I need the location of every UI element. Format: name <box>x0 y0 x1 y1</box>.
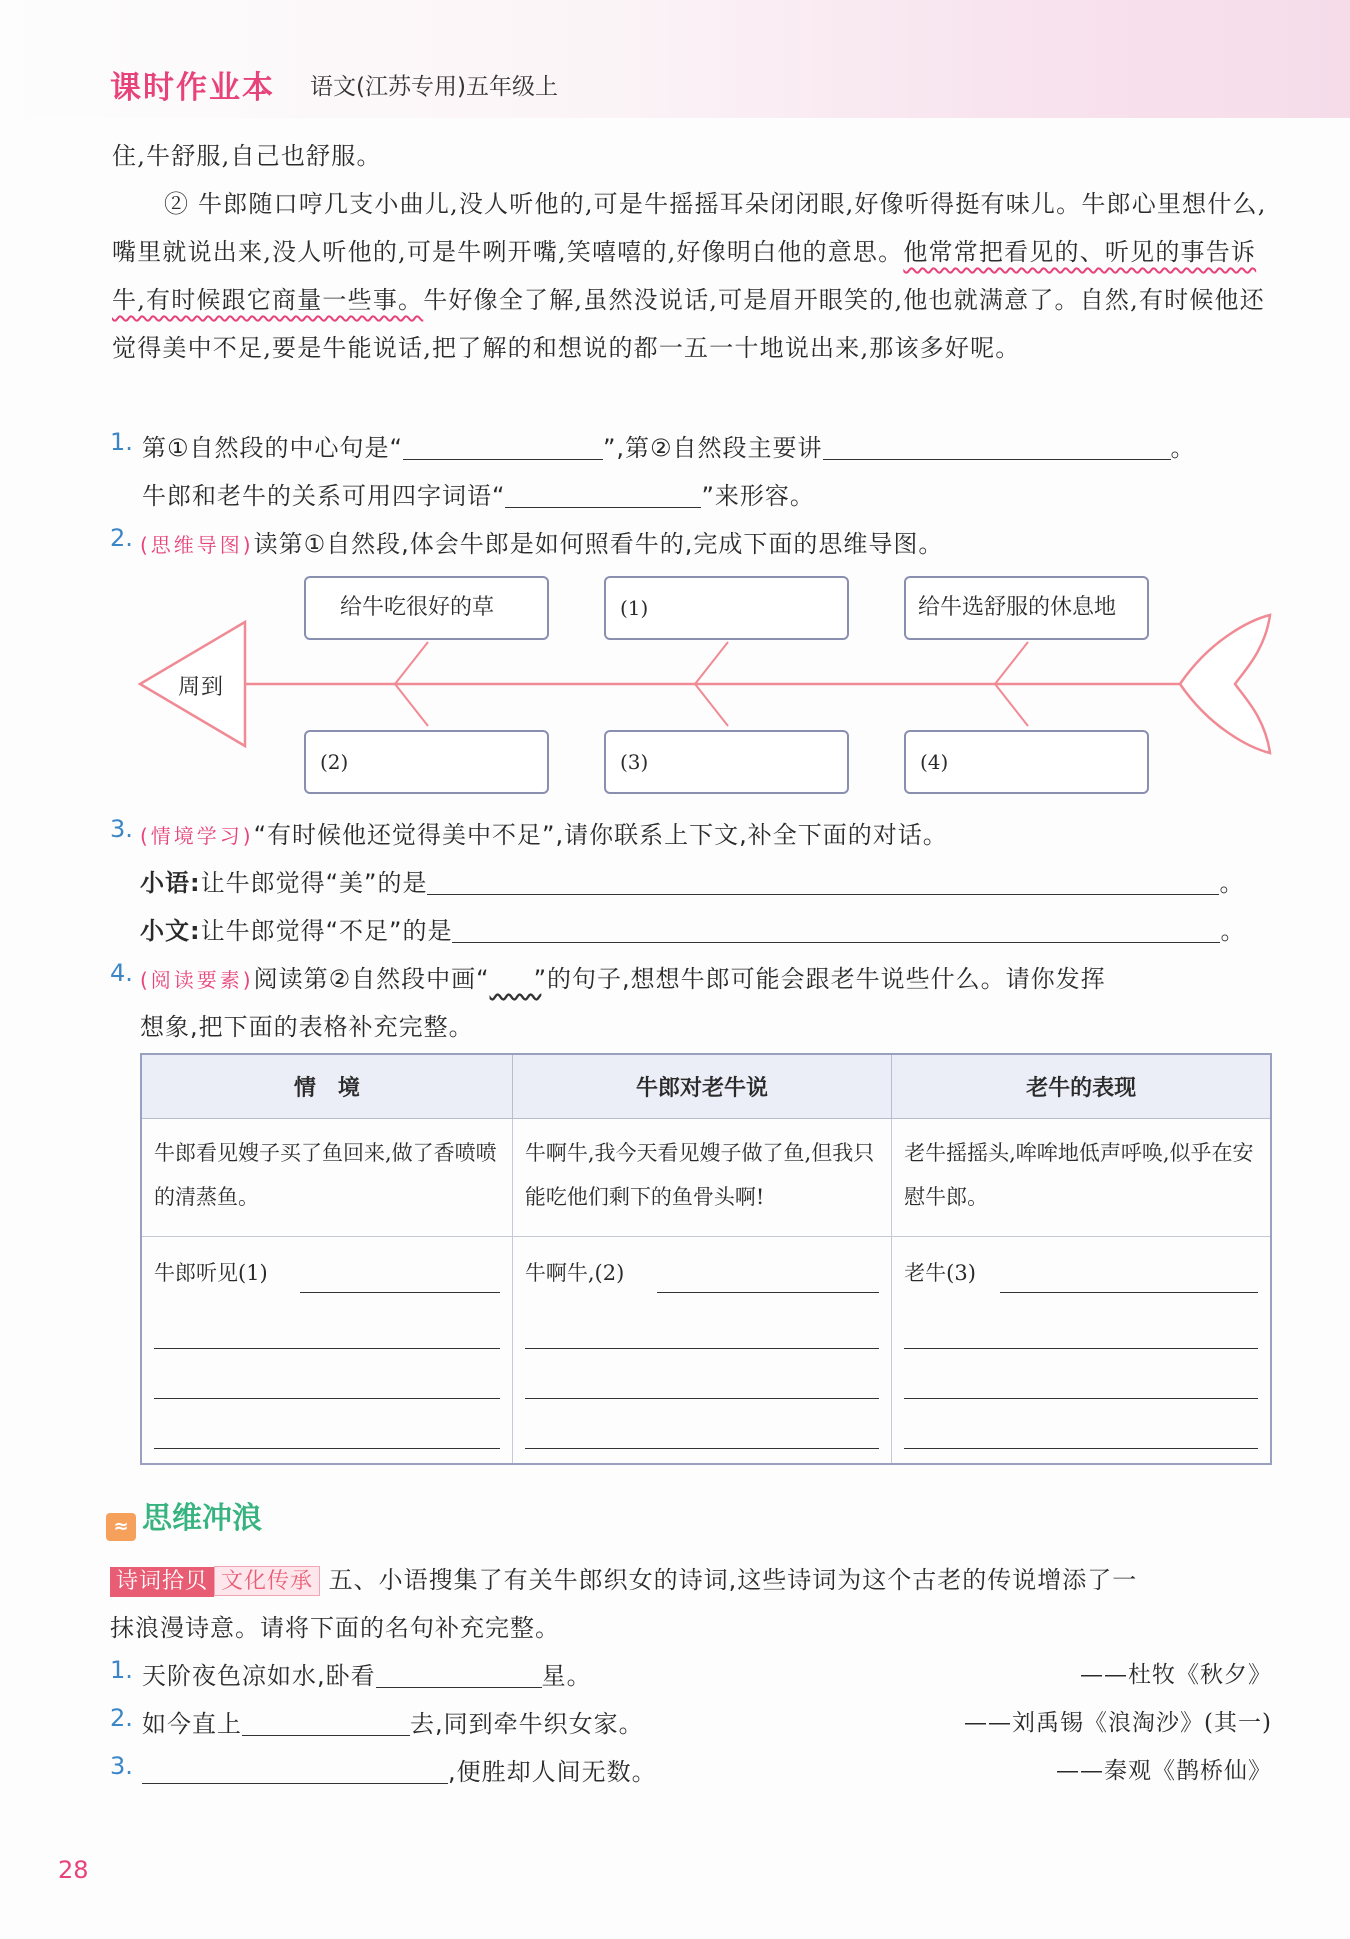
answer-blank[interactable] <box>452 917 1220 943</box>
poem-source: ——刘禹锡《浪淘沙》(其一) <box>964 1710 1272 1736</box>
paragraph-text: ② 牛郎随口哼几支小曲儿,没人听他的,可是牛摇摇耳朵闭闭眼,好像听得挺有味儿。牛郎心里想什么,嘴里就说出来,没人听他的,可是牛咧开嘴,笑嘻嘻的,好像明白他的意思。 <box>112 190 1267 266</box>
speaker-name: 小文: <box>140 917 201 945</box>
q-text: 读第①自然段,体会牛郎是如何照看牛的,完成下面的思维导图。 <box>253 530 944 558</box>
mindmap-node-blank-1[interactable]: (1) <box>604 576 849 640</box>
surf-icon: ≈ <box>106 1513 136 1541</box>
q-text: ”来形容。 <box>701 482 815 510</box>
mindmap-node-blank-2[interactable]: (2) <box>304 730 549 794</box>
question-tag: (阅读要素) <box>140 968 254 992</box>
q-text: 。 <box>1219 869 1245 897</box>
question-number: 1. <box>110 428 133 456</box>
badge-culture: 文化传承 <box>214 1566 320 1596</box>
table-cell <box>892 1236 1271 1464</box>
fill-row <box>154 1241 500 1299</box>
cell-label: 老牛(3) <box>904 1260 976 1285</box>
answer-line[interactable] <box>154 1399 500 1449</box>
poem-item <box>142 1752 657 1787</box>
table-cell <box>141 1236 512 1464</box>
q-text: 五、小语搜集了有关牛郎织女的诗词,这些诗词为这个古老的传说增添了一 <box>328 1566 1138 1594</box>
fish-head-label: 周到 <box>178 675 225 700</box>
fill-row <box>904 1241 1258 1299</box>
brand-title: 课时作业本 <box>110 70 275 106</box>
answer-line[interactable] <box>525 1299 879 1349</box>
question-number: 1. <box>110 1656 133 1684</box>
q-text: ”的句子,想想牛郎可能会跟老牛说些什么。请你发挥 <box>533 965 1106 993</box>
answer-line[interactable] <box>300 1292 500 1293</box>
section-title-text: 思维冲浪 <box>142 1501 262 1536</box>
answer-blank[interactable] <box>376 1662 542 1688</box>
answer-table <box>140 1053 1272 1465</box>
answer-line[interactable] <box>904 1399 1258 1449</box>
question-number: 2. <box>110 1704 133 1732</box>
section-intro <box>110 1560 1137 1597</box>
table-header: 牛郎对老牛说 <box>512 1054 891 1118</box>
answer-blank[interactable] <box>142 1758 448 1784</box>
question-tag: (思维导图) <box>140 533 254 557</box>
table-cell: 牛啊牛,我今天看见嫂子做了鱼,但我只能吃他们剩下的鱼骨头啊! <box>512 1118 891 1236</box>
dialogue-xiaowen <box>140 911 1245 946</box>
q-text: 让牛郎觉得“不足”的是 <box>200 917 453 945</box>
question-number: 3. <box>110 815 133 843</box>
q-text: 牛郎和老牛的关系可用四字词语“ <box>142 482 506 510</box>
table-cell <box>512 1236 891 1464</box>
mindmap-node: 给牛吃很好的草 <box>304 576 549 640</box>
answer-line[interactable] <box>154 1299 500 1349</box>
wavy-line-sample <box>490 965 534 993</box>
question-3-text <box>140 815 948 850</box>
q-text: 第①自然段的中心句是“ <box>142 434 403 462</box>
mindmap-node-blank-3[interactable]: (3) <box>604 730 849 794</box>
mindmap-node-blank-4[interactable]: (4) <box>904 730 1149 794</box>
wavy-underlined-sentence: 他常常把看见的、听见的事告诉牛,有时候跟它商量一些事。 <box>112 238 1257 314</box>
q-text: ,便胜却人间无数。 <box>448 1758 657 1786</box>
answer-line[interactable] <box>525 1399 879 1449</box>
section-title <box>106 1493 262 1541</box>
answer-line[interactable] <box>154 1349 500 1399</box>
q-text: ”,第②自然段主要讲 <box>602 434 823 462</box>
cell-label: 牛郎听见(1) <box>154 1260 268 1285</box>
q-text: 让牛郎觉得“美”的是 <box>200 869 428 897</box>
paragraph-text: 牛好像全了解,虽然没说话,可是眉开眼笑的,他也就满意了。自然,有时候他还觉得美中不足,要是牛能说话,把了解的和想说的都一五一十地说出来,那该多好呢。 <box>112 286 1265 362</box>
question-number: 4. <box>110 959 133 987</box>
table-row <box>141 1118 1271 1236</box>
page-number: 28 <box>58 1856 89 1884</box>
passage-line: 住,牛舒服,自己也舒服。 <box>112 142 382 170</box>
poem-item <box>142 1704 644 1739</box>
subject-title: 语文(江苏专用)五年级上 <box>310 74 558 100</box>
table-cell: 牛郎看见嫂子买了鱼回来,做了香喷喷的清蒸鱼。 <box>141 1118 512 1236</box>
q-text: 阅读第②自然段中画“ <box>253 965 490 993</box>
poem-item <box>142 1656 592 1691</box>
question-4-text-line-2: 想象,把下面的表格补充完整。 <box>140 1013 474 1041</box>
section-intro-line-2: 抹浪漫诗意。请将下面的名句补充完整。 <box>110 1614 560 1642</box>
cell-label: 牛啊牛,(2) <box>524 1260 625 1285</box>
answer-line[interactable] <box>904 1349 1258 1399</box>
table-cell: 老牛摇摇头,哞哞地低声呼唤,似乎在安慰牛郎。 <box>892 1118 1271 1236</box>
q-text: 。 <box>1170 434 1196 462</box>
question-number: 3. <box>110 1752 133 1780</box>
table-header: 老牛的表现 <box>892 1054 1271 1118</box>
fill-row <box>525 1241 879 1299</box>
q-text: 天阶夜色凉如水,卧看 <box>142 1662 376 1690</box>
q-text: 去,同到牵牛织女家。 <box>410 1710 644 1738</box>
table-header: 情 境 <box>141 1054 512 1118</box>
q-text: 如今直上 <box>142 1710 242 1738</box>
poem-source: ——杜牧《秋夕》 <box>1080 1662 1272 1688</box>
q-text: “有时候他还觉得美中不足”,请你联系上下文,补全下面的对话。 <box>253 821 948 849</box>
question-4-text <box>140 959 1106 994</box>
q-text: 。 <box>1220 917 1246 945</box>
speaker-name: 小语: <box>140 869 201 897</box>
table-header-row <box>141 1054 1271 1118</box>
table-row <box>141 1236 1271 1464</box>
mindmap-node: 给牛选舒服的休息地 <box>904 576 1149 640</box>
answer-line[interactable] <box>1000 1292 1258 1293</box>
answer-line[interactable] <box>525 1349 879 1399</box>
answer-blank[interactable] <box>427 869 1219 895</box>
answer-blank[interactable] <box>242 1710 410 1736</box>
dialogue-xiaoyu <box>140 863 1244 898</box>
question-number: 2. <box>110 524 133 552</box>
answer-line[interactable] <box>657 1292 879 1293</box>
fish-tail <box>1180 615 1270 753</box>
q-text: 星。 <box>541 1662 592 1690</box>
poem-source: ——秦观《鹊桥仙》 <box>1056 1758 1272 1784</box>
question-tag: (情境学习) <box>140 824 254 848</box>
badge-poetry: 诗词拾贝 <box>110 1567 214 1597</box>
answer-line[interactable] <box>904 1299 1258 1349</box>
